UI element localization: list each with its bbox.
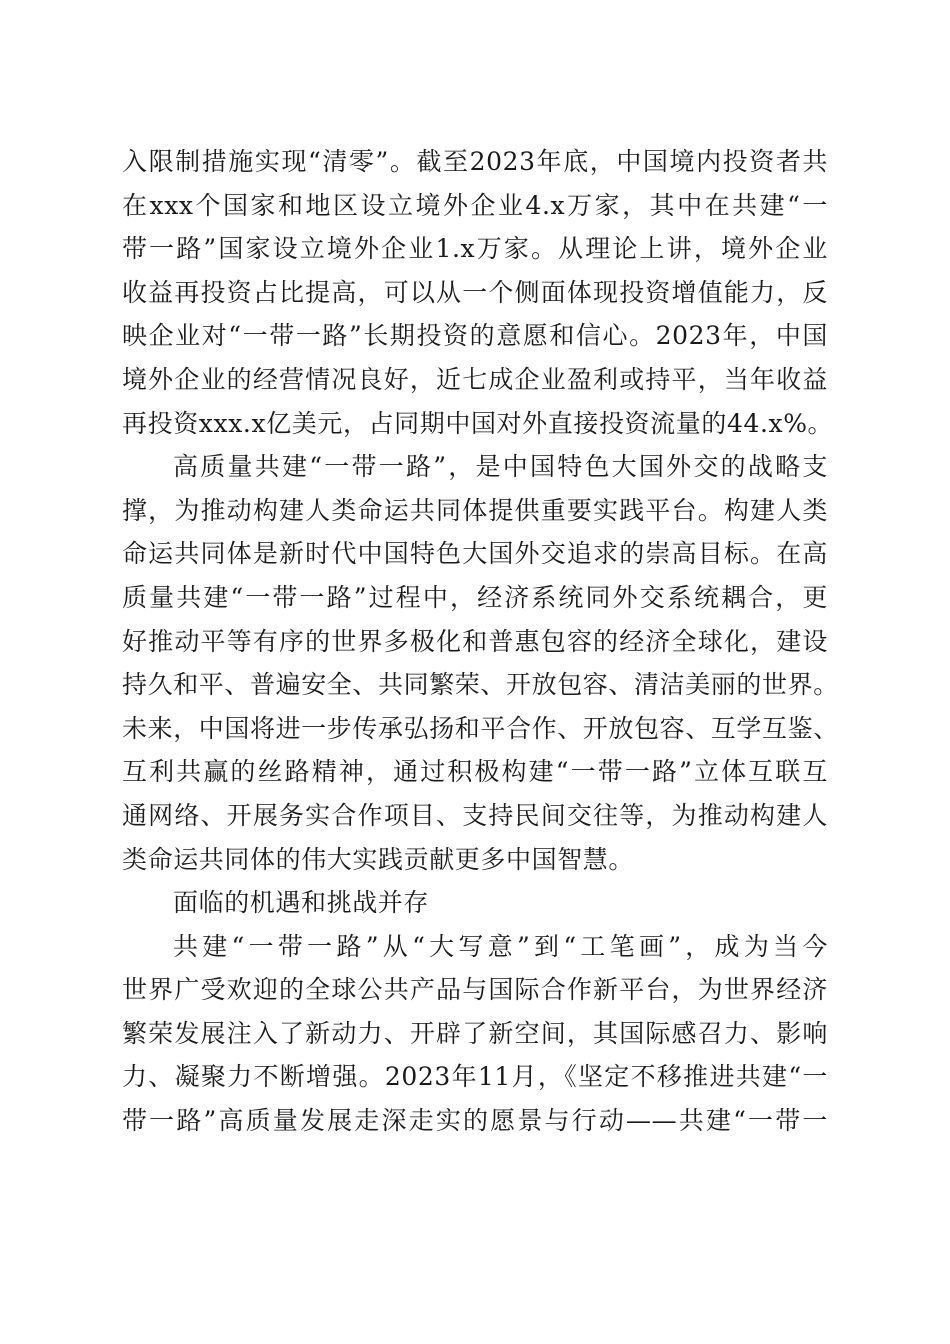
text-line: 繁荣发展注入了新动力、开辟了新空间，其国际感召力、影响: [122, 1018, 828, 1048]
text-line: 质量共建“一带一路”过程中，经济系统同外交系统耦合，更: [122, 582, 828, 612]
text-line: 命运共同体是新时代中国特色大国外交追求的崇高目标。在高: [122, 539, 828, 569]
text-line: 未来，中国将进一步传承弘扬和平合作、开放包容、互学互鉴、: [122, 713, 839, 743]
text-line: 好推动平等有序的世界多极化和普惠包容的经济全球化，建设: [122, 626, 828, 656]
text-line: 在xxx个国家和地区设立境外企业4.x万家，其中在共建“一: [122, 190, 828, 220]
text-line: 再投资xxx.x亿美元，占同期中国对外直接投资流量的44.x%。: [122, 408, 834, 438]
text-line: 互利共赢的丝路精神，通过积极构建“一带一路”立体互联互: [122, 757, 828, 787]
heading-text: 面临的机遇和挑战并存: [173, 888, 430, 918]
text-line: 收益再投资占比提高，可以从一个侧面体现投资增值能力，反: [122, 277, 828, 307]
document-body: [122, 140, 839, 1143]
text-line: 映企业对“一带一路”长期投资的意愿和信心。2023年，中国: [122, 321, 828, 351]
text-line: 境外企业的经营情况良好，近七成企业盈利或持平，当年收益: [122, 364, 828, 394]
text-line: 类命运共同体的伟大实践贡献更多中国智慧。: [122, 844, 635, 874]
text-line: 带一路”高质量发展走深走实的愿景与行动——共建“一带一: [122, 1106, 828, 1136]
text-line: 共建“一带一路”从“大写意”到“工笔画”，成为当今: [173, 931, 828, 961]
paragraph-3: [122, 925, 828, 1143]
text-line: 持久和平、普遍安全、共同繁荣、开放包容、清洁美丽的世界。: [122, 670, 839, 700]
text-line: 通网络、开展务实合作项目、支持民间交往等，为推动构建人: [122, 800, 828, 830]
text-line: 带一路”国家设立境外企业1.x万家。从理论上讲，境外企业: [122, 234, 828, 264]
text-line: 高质量共建“一带一路”，是中国特色大国外交的战略支: [173, 452, 828, 482]
text-line: 入限制措施实现“清零”。截至2023年底，中国境内投资者共: [122, 147, 828, 176]
section-heading: [122, 881, 828, 925]
paragraph-2: [122, 445, 839, 881]
text-line: 撑，为推动构建人类命运共同体提供重要实践平台。构建人类: [122, 495, 828, 525]
text-line: 世界广受欢迎的全球公共产品与国际合作新平台，为世界经济: [122, 975, 828, 1005]
paragraph-1: [122, 140, 834, 445]
text-line: 力、凝聚力不断增强。2023年11月，《坚定不移推进共建“一: [122, 1062, 828, 1092]
